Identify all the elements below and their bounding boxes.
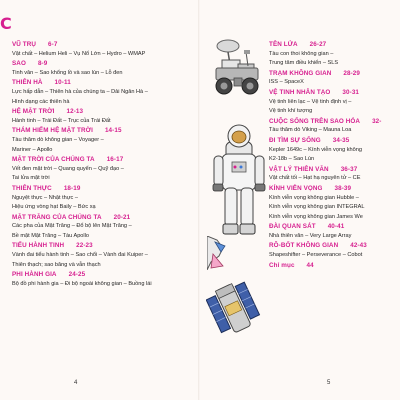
toc-entry-page-range: 6-7 bbox=[48, 41, 58, 48]
toc-entry[interactable] bbox=[12, 241, 172, 270]
toc-entry-subtopics: Kính viễn vọng không gian Hubble – bbox=[269, 194, 359, 201]
toc-entry-title: Chỉ mục bbox=[269, 261, 295, 269]
toc-entry-title: MẶT TRỜI CỦA CHÚNG TA bbox=[12, 156, 95, 164]
toc-entry[interactable] bbox=[269, 117, 400, 136]
toc-entry-subtopics: Vật chất – Helium Heli – Vụ Nổ Lớn – Hydro – WMAP bbox=[12, 50, 146, 57]
space-telescope-illustration bbox=[206, 272, 266, 342]
toc-entry-subtopics: Hình dạng các thiên hà bbox=[12, 98, 70, 105]
left-page-number: 4 bbox=[74, 380, 78, 386]
toc-entry-subtopics: Hành tinh – Trái Đất – Trục của Trái Đất bbox=[12, 117, 111, 124]
toc-entry-subtopics: Bề mặt Mặt Trăng – Tàu Apollo bbox=[12, 232, 90, 239]
toc-entry-subtopics: Tinh vân – Sao khổng lồ và sao lùn – Lỗ đen bbox=[12, 69, 123, 76]
toc-entry-heading bbox=[12, 270, 172, 280]
toc-entry-title: TRẠM KHÔNG GIAN bbox=[269, 69, 332, 77]
toc-entry-heading bbox=[12, 59, 172, 69]
toc-entry[interactable] bbox=[12, 155, 172, 184]
toc-entry-subtopics: Tai lửa mặt trời bbox=[12, 175, 50, 182]
toc-entry-page-range: 44 bbox=[306, 261, 314, 269]
toc-entry-title: RÔ-BỐT KHÔNG GIAN bbox=[269, 242, 339, 250]
page-gutter bbox=[198, 0, 200, 400]
toc-entry[interactable] bbox=[269, 136, 400, 165]
toc-entry-title: SAO bbox=[12, 60, 26, 68]
toc-entry-title: THIÊN THỰC bbox=[12, 184, 52, 192]
toc-entry-subtopics: Thiên thạch; sao băng và vẫn thạch bbox=[12, 261, 101, 268]
toc-entry[interactable] bbox=[269, 69, 400, 88]
toc-entry-title: THÁM HIỂM HỆ MẶT TRỜI bbox=[12, 127, 93, 135]
contents-title-fragment: C bbox=[0, 14, 12, 33]
toc-entry-title: CUỘC SỐNG TRÊN SAO HỎA bbox=[269, 117, 361, 125]
toc-entry-title: THIÊN HÀ bbox=[12, 79, 43, 87]
toc-entry-heading bbox=[269, 88, 400, 98]
toc-entry[interactable] bbox=[12, 184, 172, 213]
toc-entry-subtopics: Kính viễn vọng không gian INTEGRAL bbox=[269, 204, 365, 211]
toc-entry-heading bbox=[269, 117, 400, 127]
toc-entry-page-range: 38-39 bbox=[334, 184, 352, 192]
toc-entry-subtopics: Hiệu ứng vòng hạt Baily – Bức xạ bbox=[12, 204, 96, 211]
toc-entry[interactable] bbox=[12, 213, 172, 242]
toc-entry-heading bbox=[269, 69, 400, 79]
toc-entry-subtopics: Kepler 1649c – Kính viễn vọng không bbox=[269, 146, 362, 153]
toc-entry-page-range: 34-35 bbox=[332, 136, 350, 144]
toc-entry[interactable] bbox=[269, 261, 400, 271]
toc-entry-title: KÍNH VIỄN VỌNG bbox=[269, 184, 323, 192]
toc-entry-subtopics: ISS – SpaceX bbox=[269, 79, 304, 86]
rocket-fragment-illustration bbox=[207, 236, 231, 270]
toc-entry-heading bbox=[12, 107, 172, 117]
toc-entry-subtopics: Trung tâm điều khiển – SLS bbox=[269, 60, 339, 67]
toc-entry-heading bbox=[12, 78, 172, 88]
toc-entry-page-range: 40-41 bbox=[327, 223, 345, 231]
toc-entry-subtopics: Tàu con thoi không gian – bbox=[269, 50, 334, 57]
toc-entry-page-range: 20-21 bbox=[113, 213, 131, 221]
toc-entry-page-range: 42-43 bbox=[350, 242, 367, 250]
astronaut-illustration bbox=[210, 122, 268, 240]
toc-entry-subtopics: Bộ đồ phi hành gia – Đi bộ ngoài không gian – Buồng lái bbox=[12, 280, 152, 287]
toc-entry-subtopics: Vệ tinh khí tượng bbox=[269, 108, 313, 115]
toc-entry-subtopics: Mariner – Apollo bbox=[12, 146, 53, 153]
toc-entry-heading bbox=[12, 126, 172, 136]
toc-entry[interactable] bbox=[12, 107, 172, 126]
toc-entry-heading bbox=[269, 184, 400, 194]
toc-entry-title: HỆ MẶT TRỜI bbox=[12, 108, 55, 116]
toc-entry[interactable] bbox=[12, 78, 172, 107]
toc-entry-heading bbox=[12, 155, 172, 165]
toc-entry-page-range: 22-23 bbox=[76, 242, 93, 250]
toc-entry-page-range: 36-37 bbox=[340, 165, 358, 173]
toc-entry-subtopics: K2-18b – Sao Lùn bbox=[269, 156, 315, 163]
toc-entry[interactable] bbox=[269, 222, 400, 241]
toc-entry[interactable] bbox=[12, 59, 172, 78]
toc-entry-page-range: 10-11 bbox=[54, 79, 71, 87]
toc-entry-page-range: 30-31 bbox=[342, 88, 360, 96]
toc-entry-page-range: 14-15 bbox=[104, 127, 122, 135]
toc-entry-subtopics: Các pha của Mặt Trăng – Đổ bộ lên Mặt Trăng – bbox=[12, 223, 132, 230]
toc-entry[interactable] bbox=[269, 184, 400, 222]
toc-entry-subtopics: Vết đen mặt trời – Quang quyển – Quỹ đạo – bbox=[12, 165, 124, 172]
toc-entry[interactable] bbox=[269, 241, 400, 260]
toc-entry-page-range: 24-25 bbox=[68, 271, 86, 279]
toc-entry-heading bbox=[269, 241, 400, 251]
toc-entry-title: VŨ TRỤ bbox=[12, 41, 37, 48]
toc-entry-title: VỆ TINH NHÂN TẠO bbox=[269, 88, 331, 96]
toc-entry-heading bbox=[269, 136, 400, 146]
toc-entry[interactable] bbox=[12, 40, 172, 59]
toc-entry-heading bbox=[12, 213, 172, 223]
right-contents-column bbox=[269, 40, 400, 270]
toc-entry-title: VẬT LÝ THIÊN VĂN bbox=[269, 165, 329, 173]
toc-entry-subtopics: Vật chất tối – Hạt hạ nguyên tử – CE bbox=[269, 175, 361, 182]
toc-entry-title: MẶT TRĂNG CỦA CHÚNG TA bbox=[12, 213, 102, 221]
lunar-rover-illustration bbox=[208, 34, 268, 102]
toc-entry-subtopics: Nguyệt thực – Nhật thực – bbox=[12, 194, 78, 201]
toc-entry-subtopics: Vành đai tiểu hành tinh – Sao chổi – Vành đai Kuiper – bbox=[12, 252, 148, 259]
toc-entry-heading bbox=[12, 184, 172, 194]
toc-entry-page-range: 16-17 bbox=[106, 156, 124, 164]
toc-entry[interactable] bbox=[269, 165, 400, 184]
toc-entry-title: TÊN LỬA bbox=[269, 41, 298, 48]
toc-entry-title: ĐÀI QUAN SÁT bbox=[269, 223, 316, 231]
toc-entry-page-range: 18-19 bbox=[63, 184, 81, 192]
toc-entry[interactable] bbox=[269, 88, 400, 117]
toc-entry-title: TIỂU HÀNH TINH bbox=[12, 242, 65, 250]
toc-entry-page-range: 32- bbox=[372, 117, 382, 125]
toc-entry-title: ĐI TÌM SỰ SỐNG bbox=[269, 136, 321, 144]
toc-entry-heading bbox=[12, 40, 172, 50]
toc-entry-subtopics: Vệ tinh liên lạc – Vệ tinh định vị – bbox=[269, 98, 352, 105]
toc-entry[interactable] bbox=[12, 126, 172, 155]
toc-entry-page-range: 8-9 bbox=[37, 60, 48, 68]
toc-entry-subtopics: Shapeshifter – Perseverance – Cobot bbox=[269, 252, 363, 259]
toc-entry-subtopics: Lực hấp dẫn – Thiên hà của chúng ta – Dải Ngân Hà – bbox=[12, 88, 148, 95]
toc-entry-subtopics: Tàu thăm dò Viking – Mauna Loa bbox=[269, 127, 352, 134]
toc-entry-heading bbox=[269, 40, 400, 50]
toc-entry-subtopics: Nhà thiên văn – Very Large Array bbox=[269, 232, 352, 239]
toc-entry-heading bbox=[269, 261, 400, 271]
left-contents-column bbox=[12, 40, 172, 289]
toc-entry-page-range: 12-13 bbox=[66, 108, 84, 116]
toc-entry-heading bbox=[269, 222, 400, 232]
toc-entry-subtopics: Tàu thăm dò không gian – Voyager – bbox=[12, 136, 104, 143]
toc-entry-page-range: 28-29 bbox=[343, 69, 360, 77]
toc-entry-title: PHI HÀNH GIA bbox=[12, 271, 57, 279]
toc-entry[interactable] bbox=[269, 40, 400, 69]
right-page-number: 5 bbox=[327, 380, 331, 386]
toc-entry-heading bbox=[269, 165, 400, 175]
toc-entry-page-range: 26-27 bbox=[309, 41, 327, 48]
toc-entry-heading bbox=[12, 241, 172, 251]
toc-entry[interactable] bbox=[12, 270, 172, 289]
toc-entry-subtopics: Kính viễn vọng không gian James We bbox=[269, 213, 363, 220]
